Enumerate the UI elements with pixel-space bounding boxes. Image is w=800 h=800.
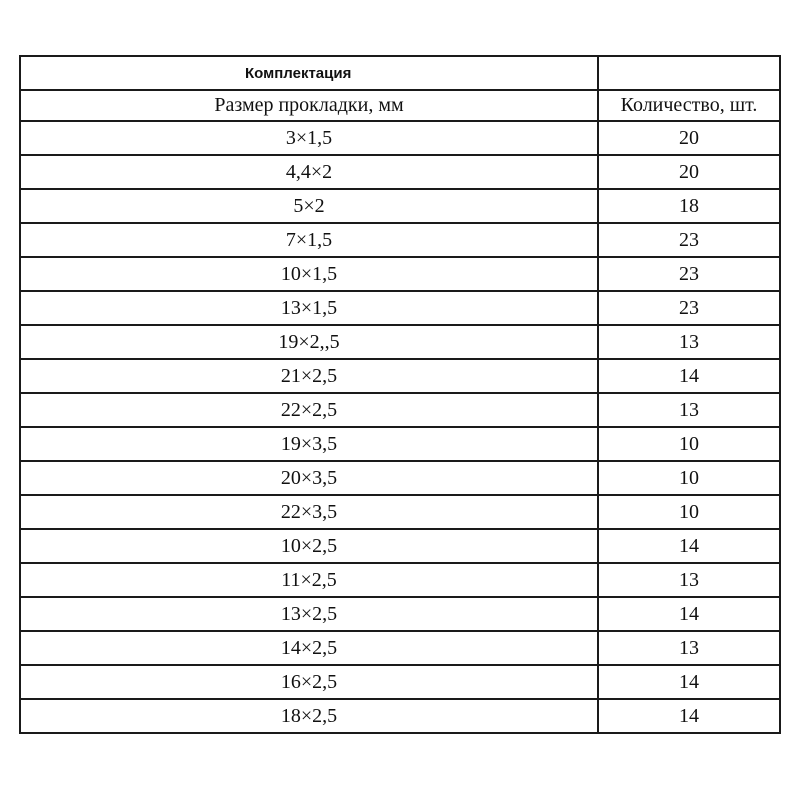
quantity-cell: 13 bbox=[598, 325, 780, 359]
quantity-cell: 18 bbox=[598, 189, 780, 223]
gasket-size-cell: 19×3,5 bbox=[20, 427, 598, 461]
gasket-size-cell: 4,4×2 bbox=[20, 155, 598, 189]
quantity-cell: 14 bbox=[598, 359, 780, 393]
gasket-size-cell: 14×2,5 bbox=[20, 631, 598, 665]
quantity-cell: 10 bbox=[598, 461, 780, 495]
table-row bbox=[20, 495, 780, 529]
quantity-cell: 13 bbox=[598, 393, 780, 427]
table-row bbox=[20, 257, 780, 291]
gasket-size-cell: 5×2 bbox=[20, 189, 598, 223]
table-row bbox=[20, 461, 780, 495]
quantity-cell: 10 bbox=[598, 427, 780, 461]
table-row bbox=[20, 427, 780, 461]
kit-contents-table bbox=[19, 55, 781, 734]
table-row bbox=[20, 631, 780, 665]
table-row bbox=[20, 699, 780, 733]
quantity-cell: 10 bbox=[598, 495, 780, 529]
quantity-cell: 13 bbox=[598, 563, 780, 597]
table-title-empty-cell bbox=[598, 56, 780, 90]
table-row bbox=[20, 563, 780, 597]
table-row bbox=[20, 597, 780, 631]
gasket-size-cell: 19×2,,5 bbox=[20, 325, 598, 359]
quantity-cell: 14 bbox=[598, 665, 780, 699]
gasket-size-cell: 21×2,5 bbox=[20, 359, 598, 393]
table-row bbox=[20, 665, 780, 699]
gasket-size-cell: 18×2,5 bbox=[20, 699, 598, 733]
quantity-cell: 13 bbox=[598, 631, 780, 665]
table-row bbox=[20, 359, 780, 393]
table-row bbox=[20, 325, 780, 359]
gasket-size-cell: 10×2,5 bbox=[20, 529, 598, 563]
column-header-quantity: Количество, шт. bbox=[598, 90, 780, 121]
quantity-cell: 14 bbox=[598, 529, 780, 563]
table-row bbox=[20, 291, 780, 325]
gasket-size-cell: 13×2,5 bbox=[20, 597, 598, 631]
quantity-cell: 14 bbox=[598, 597, 780, 631]
table-title-row bbox=[20, 56, 780, 90]
gasket-size-cell: 20×3,5 bbox=[20, 461, 598, 495]
gasket-size-cell: 10×1,5 bbox=[20, 257, 598, 291]
quantity-cell: 23 bbox=[598, 257, 780, 291]
quantity-cell: 23 bbox=[598, 291, 780, 325]
table-row bbox=[20, 155, 780, 189]
quantity-cell: 23 bbox=[598, 223, 780, 257]
column-header-size: Размер прокладки, мм bbox=[20, 90, 598, 121]
table-row bbox=[20, 121, 780, 155]
table-title: Комплектация bbox=[20, 56, 598, 90]
gasket-size-cell: 16×2,5 bbox=[20, 665, 598, 699]
quantity-cell: 20 bbox=[598, 155, 780, 189]
table-row bbox=[20, 393, 780, 427]
gasket-size-cell: 22×3,5 bbox=[20, 495, 598, 529]
gasket-size-cell: 7×1,5 bbox=[20, 223, 598, 257]
gasket-size-cell: 3×1,5 bbox=[20, 121, 598, 155]
gasket-size-cell: 22×2,5 bbox=[20, 393, 598, 427]
table-header-row bbox=[20, 90, 780, 121]
quantity-cell: 20 bbox=[598, 121, 780, 155]
table-row bbox=[20, 529, 780, 563]
table-body bbox=[20, 56, 780, 733]
table-row bbox=[20, 189, 780, 223]
table-row bbox=[20, 223, 780, 257]
gasket-size-cell: 13×1,5 bbox=[20, 291, 598, 325]
gasket-size-cell: 11×2,5 bbox=[20, 563, 598, 597]
quantity-cell: 14 bbox=[598, 699, 780, 733]
